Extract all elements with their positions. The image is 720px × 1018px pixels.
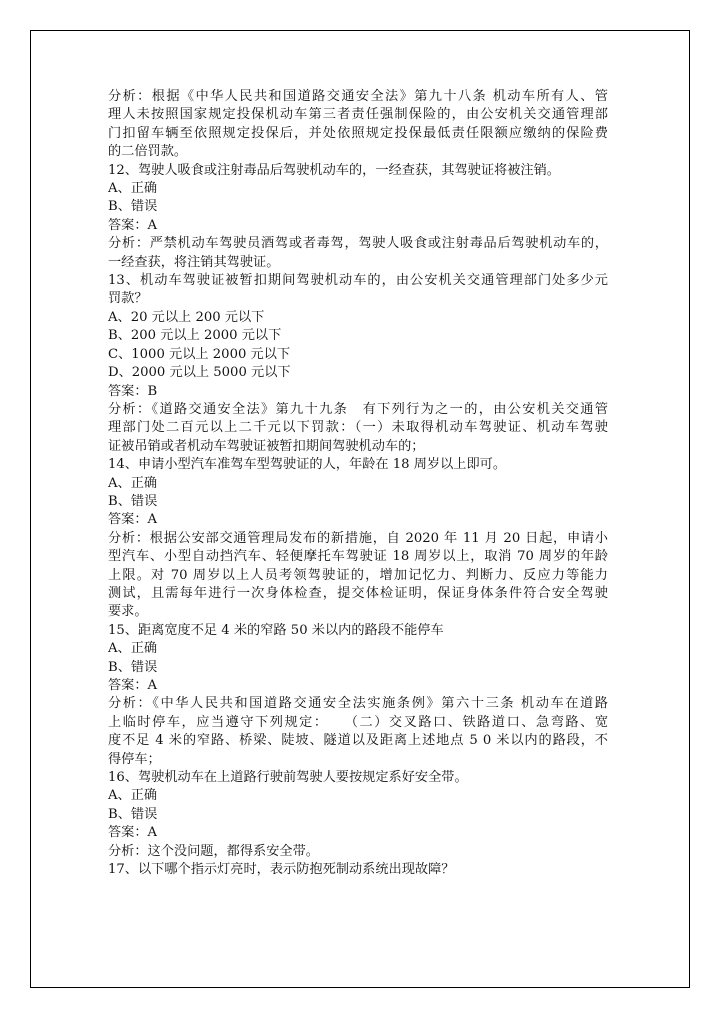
text-line: 测试，且需每年进行一次身体检查，提交体检证明，保证身体条件符合安全驾驶: [108, 585, 608, 601]
text-line: 分析：《道路交通安全法》第九十九条 有下列行为之一的，由公安机关交通管: [108, 401, 608, 417]
option-b: B、错误: [108, 806, 158, 822]
answer: 答案：B: [108, 383, 158, 399]
answer: 答案：A: [108, 512, 158, 528]
question-14: 14、申请小型汽车准驾车型驾驶证的人，年龄在 18 周岁以上即可。: [108, 457, 507, 473]
text-line: 理部门处二百元以上二千元以下罚款：（一）未取得机动车驾驶证、机动车驾驶: [108, 420, 608, 436]
text-line: 上限。对 70 周岁以上人员考领驾驶证的，增加记忆力、判断力、反应力等能力: [108, 567, 608, 583]
text-line: 理人未按照国家规定投保机动车第三者责任强制保险的，由公安机关交通管理部: [108, 107, 608, 123]
option-a: A、正确: [108, 475, 158, 491]
text-line: 一经查获，将注销其驾驶证。: [108, 254, 280, 270]
text-line: 罚款？: [108, 291, 148, 307]
text-line: 分析：这个没问题，都得系安全带。: [108, 843, 319, 859]
text-line: 证被吊销或者机动车驾驶证被暂扣期间驾驶机动车的；: [108, 438, 425, 454]
answer: 答案：A: [108, 825, 158, 841]
text-line: 型汽车、小型自动挡汽车、轻便摩托车驾驶证 18 周岁以上，取消 70 周岁的年龄: [108, 549, 608, 565]
option-b: B、错误: [108, 199, 158, 215]
question-13: 13、机动车驾驶证被暂扣期间驾驶机动车的，由公安机关交通管理部门处多少元: [108, 273, 608, 289]
option-b: B、错误: [108, 659, 158, 675]
question-15: 15、距离宽度不足 4 米的窄路 50 米以内的路段不能停车: [108, 622, 444, 638]
text-line: 要求。: [108, 604, 148, 620]
text-line: 分析：根据公安部交通管理局发布的新措施，自 2020 年 11 月 20 日起，申请小: [108, 530, 608, 546]
option-b: B、错误: [108, 493, 158, 509]
text-line: 门扣留车辆至依照规定投保后，并处依照规定投保最低责任限额应缴纳的保险费: [108, 125, 608, 141]
option-a: A、正确: [108, 181, 158, 197]
option-a: A、正确: [108, 788, 158, 804]
text-line: 分析：《中华人民共和国道路交通安全法实施条例》第六十三条 机动车在道路: [108, 696, 608, 712]
text-line: 得停车；: [108, 751, 161, 767]
option-a: A、正确: [108, 641, 158, 657]
text-line: 度不足 4 米的窄路、桥梁、陡坡、隧道以及距离上述地点 5 0 米以内的路段，不: [108, 733, 608, 749]
option-d: D、2000 元以上 5000 元以下: [108, 365, 291, 381]
option-a: A、20 元以上 200 元以下: [108, 309, 265, 325]
text-line: 的二倍罚款。: [108, 144, 188, 160]
option-c: C、1000 元以上 2000 元以下: [108, 346, 291, 362]
text-line: 上临时停车，应当遵守下列规定： （二）交叉路口、铁路道口、急弯路、宽: [108, 714, 608, 730]
text-line: 分析：严禁机动车驾驶员酒驾或者毒驾，驾驶人吸食或注射毒品后驾驶机动车的，: [108, 236, 608, 252]
question-17: 17、以下哪个指示灯亮时，表示防抱死制动系统出现故障？: [108, 862, 455, 878]
text-line: 分析：根据《中华人民共和国道路交通安全法》第九十八条 机动车所有人、管: [108, 89, 608, 104]
answer: 答案：A: [108, 678, 158, 693]
document-body: [108, 88, 608, 879]
question-16: 16、驾驶机动车在上道路行驶前驾驶人要按规定系好安全带。: [108, 770, 468, 786]
answer: 答案：A: [108, 217, 158, 233]
option-b: B、200 元以上 2000 元以下: [108, 328, 282, 344]
question-12: 12、驾驶人吸食或注射毒品后驾驶机动车的，一经查获，其驾驶证将被注销。: [108, 162, 560, 178]
